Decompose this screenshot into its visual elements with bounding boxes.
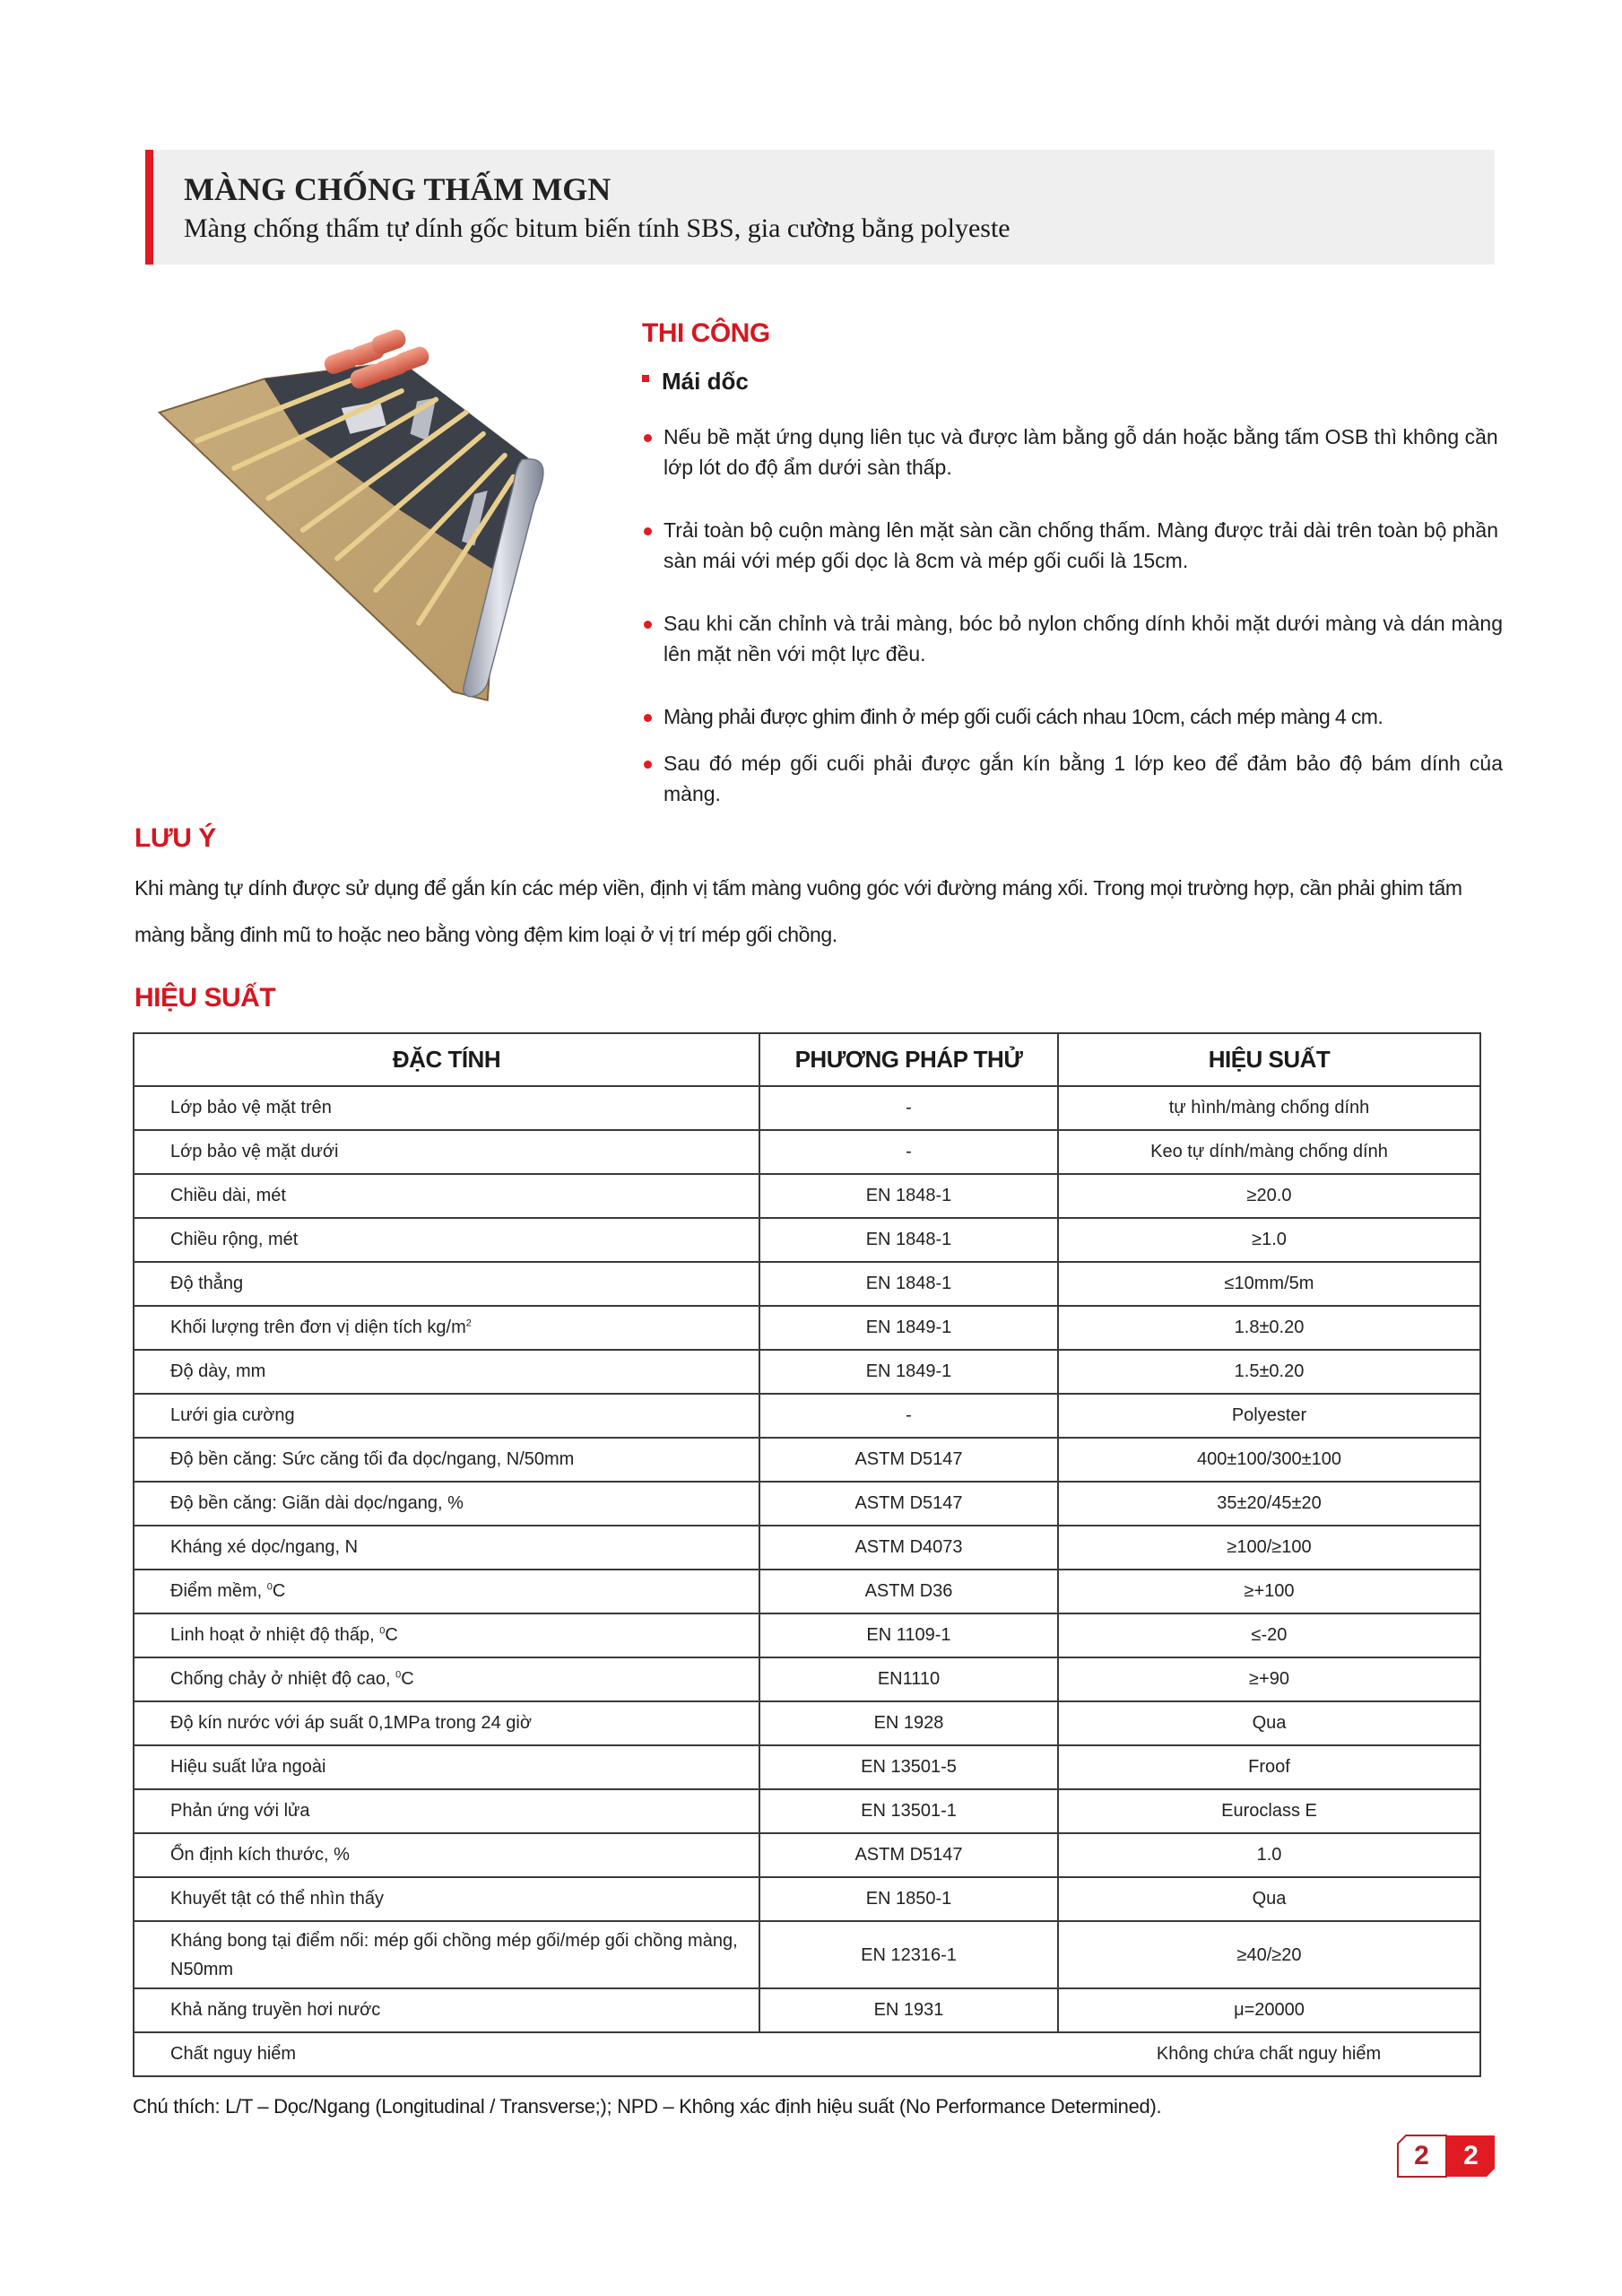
table-row (134, 1877, 1480, 1921)
cell-property: Kháng bong tại điểm nối: mép gối chồng mép gối/mép gối chồng màng, N50mm (134, 1921, 759, 1988)
bullet-item: Sau khi căn chỉnh và trải màng, bóc bỏ nylon chống dính khỏi mặt dưới màng và dán màng lên mặt nền với một lực đều. (642, 608, 1503, 669)
cell-property: Ổn định kích thước, % (134, 1833, 759, 1877)
document-title: MÀNG CHỐNG THẤM MGN (184, 171, 612, 207)
performance-table (133, 1032, 1481, 2077)
cell-value: Qua (1058, 1701, 1480, 1745)
cell-method: ASTM D5147 (759, 1482, 1058, 1526)
cell-method: EN 13501-5 (759, 1745, 1058, 1789)
cell-property: Hiệu suất lửa ngoài (134, 1745, 759, 1789)
table-row (134, 1921, 1480, 1988)
cell-value: μ=20000 (1058, 1988, 1480, 2032)
cell-property: Chất nguy hiểm (134, 2032, 759, 2076)
table-row (134, 1526, 1480, 1570)
page-number-left: 2 (1414, 2141, 1429, 2170)
cell-value: Polyester (1058, 1394, 1480, 1438)
cell-method: EN 1848-1 (759, 1218, 1058, 1262)
table-row (134, 1218, 1480, 1262)
cell-value: Không chứa chất nguy hiểm (1058, 2032, 1480, 2076)
table-row (134, 1657, 1480, 1701)
bullet-item: Màng phải được ghim đinh ở mép gối cuối cách nhau 10cm, cách mép màng 4 cm. (642, 701, 1503, 732)
cell-property: Chiều rộng, mét (134, 1218, 759, 1262)
cell-value: ≥40/≥20 (1058, 1921, 1480, 1988)
cell-property: Độ bền căng: Sức căng tối đa dọc/ngang, N/50mm (134, 1438, 759, 1482)
cell-method: EN 1848-1 (759, 1262, 1058, 1306)
performance-heading: HIỆU SUẤT (134, 983, 276, 1013)
cell-method: EN 13501-1 (759, 1789, 1058, 1833)
roof-membrane-illustration (143, 305, 574, 718)
subheading-text: Mái dốc (662, 368, 749, 395)
bullet-item: Nếu bề mặt ứng dụng liên tục và được làm bằng gỗ dán hoặc bằng tấm OSB thì không cần lớp lót do độ ẩm dưới sàn thấp. (642, 422, 1503, 483)
cell-value: Qua (1058, 1877, 1480, 1921)
cell-value: ≥+90 (1058, 1657, 1480, 1701)
cell-property: Khối lượng trên đơn vị diện tích $kg/m^2$ (134, 1306, 759, 1350)
cell-value: 1.0 (1058, 1833, 1480, 1877)
table-row (134, 1350, 1480, 1394)
cell-value: 1.8±0.20 (1058, 1306, 1480, 1350)
cell-property: Độ thẳng (134, 1262, 759, 1306)
bullet-dot-icon (644, 761, 652, 769)
table-row (134, 1394, 1480, 1438)
cell-property: Lớp bảo vệ mặt trên (134, 1086, 759, 1130)
cell-method: EN 1109-1 (759, 1613, 1058, 1657)
cell-property: Lưới gia cường (134, 1394, 759, 1438)
cell-value: ≤10mm/5m (1058, 1262, 1480, 1306)
cell-method: EN 1850-1 (759, 1877, 1058, 1921)
cell-property: Kháng xé dọc/ngang, N (134, 1526, 759, 1570)
cell-property: Lớp bảo vệ mặt dưới (134, 1130, 759, 1174)
table-row (134, 2032, 1480, 2076)
cell-property: Khả năng truyền hơi nước (134, 1988, 759, 2032)
table-row (134, 1570, 1480, 1613)
table-row (134, 1613, 1480, 1657)
installation-heading: THI CÔNG (642, 318, 770, 348)
bullet-dot-icon (644, 434, 652, 442)
cell-method: EN 12316-1 (759, 1921, 1058, 1988)
column-header-method: PHƯƠNG PHÁP THỬ (759, 1033, 1058, 1086)
bullet-item: Sau đó mép gối cuối phải được gắn kín bằng 1 lớp keo để đảm bảo độ bám dính của màng. (642, 748, 1503, 809)
cell-method: ASTM D36 (759, 1570, 1058, 1613)
document-subtitle: Màng chống thấm tự dính gốc bitum biến tính SBS, gia cường bằng polyeste (184, 213, 1010, 243)
cell-value: ≤-20 (1058, 1613, 1480, 1657)
table-row (134, 1988, 1480, 2032)
table-row (134, 1174, 1480, 1218)
cell-value: Keo tự dính/màng chống dính (1058, 1130, 1480, 1174)
cell-method: - (759, 1394, 1058, 1438)
cell-value: Froof (1058, 1745, 1480, 1789)
cell-property: Chống chảy ở nhiệt độ cao, $^0$C (134, 1657, 759, 1701)
bullet-dot-icon (644, 527, 652, 535)
page-number-right: 2 (1463, 2141, 1479, 2170)
table-row (134, 1701, 1480, 1745)
cell-method: EN 1931 (759, 1988, 1058, 2032)
cell-method: EN 1849-1 (759, 1350, 1058, 1394)
cell-method: EN 1928 (759, 1701, 1058, 1745)
note-text: Khi màng tự dính được sử dụng để gắn kín các mép viền, định vị tấm màng vuông góc với đường máng xối. Trong mọi trường hợp, cần phải ghim tấm màng bằng đinh mũ to hoặc neo bằng vòng đệm kim loại ở vị trí mép gối chồng. (134, 876, 1462, 946)
cell-property: Phản ứng với lửa (134, 1789, 759, 1833)
cell-value: Euroclass E (1058, 1789, 1480, 1833)
cell-property: Độ dày, mm (134, 1350, 759, 1394)
column-header-property: ĐẶC TÍNH (134, 1033, 759, 1086)
cell-method: EN 1849-1 (759, 1306, 1058, 1350)
cell-value: 35±20/45±20 (1058, 1482, 1480, 1526)
table-row (134, 1745, 1480, 1789)
cell-property: Linh hoạt ở nhiệt độ thấp, $^0$C (134, 1613, 759, 1657)
installation-subheading (642, 368, 749, 396)
cell-property: Điểm mềm, $^0$C (134, 1570, 759, 1613)
table-row (134, 1833, 1480, 1877)
table-row (134, 1438, 1480, 1482)
cell-value: 400±100/300±100 (1058, 1438, 1480, 1482)
cell-method: ASTM D4073 (759, 1526, 1058, 1570)
cell-value: tự hình/màng chống dính (1058, 1086, 1480, 1130)
table-body (134, 1086, 1480, 2076)
cell-method: EN1110 (759, 1657, 1058, 1701)
cell-method: EN 1848-1 (759, 1174, 1058, 1218)
cell-value: ≥+100 (1058, 1570, 1480, 1613)
column-header-value: HIỆU SUẤT (1058, 1033, 1480, 1086)
table-row (134, 1086, 1480, 1130)
cell-method: ASTM D5147 (759, 1438, 1058, 1482)
cell-method: - (759, 1086, 1058, 1130)
table-row (134, 1789, 1480, 1833)
table-header-row (134, 1033, 1480, 1086)
cell-method (759, 2032, 1058, 2076)
cell-value: 1.5±0.20 (1058, 1350, 1480, 1394)
square-bullet-icon (642, 375, 649, 382)
table-row (134, 1482, 1480, 1526)
cell-property: Chiều dài, mét (134, 1174, 759, 1218)
cell-property: Độ kín nước với áp suất 0,1MPa trong 24 giờ (134, 1701, 759, 1745)
cell-value: ≥20.0 (1058, 1174, 1480, 1218)
table-footnote: Chú thích: L/T – Dọc/Ngang (Longitudinal / Transverse;); NPD – Không xác định hiệu suất (No Performance Determined). (133, 2095, 1162, 2118)
table-row (134, 1306, 1480, 1350)
cell-value: ≥100/≥100 (1058, 1526, 1480, 1570)
table-row (134, 1262, 1480, 1306)
page-number-badge (1397, 2135, 1496, 2178)
cell-method: ASTM D5147 (759, 1833, 1058, 1877)
cell-method: - (759, 1130, 1058, 1174)
bullet-item: Trải toàn bộ cuộn màng lên mặt sàn cần chống thấm. Màng được trải dài trên toàn bộ phần sàn mái với mép gối dọc là 8cm và mép gối cuối là 15cm. (642, 515, 1503, 576)
bullet-dot-icon (644, 621, 652, 629)
table-row (134, 1130, 1480, 1174)
cell-property: Khuyết tật có thể nhìn thấy (134, 1877, 759, 1921)
title-band (145, 150, 1495, 265)
note-heading: LƯU Ý (134, 823, 216, 853)
bullet-dot-icon (644, 714, 652, 722)
cell-property: Độ bền căng: Giãn dài dọc/ngang, % (134, 1482, 759, 1526)
cell-value: ≥1.0 (1058, 1218, 1480, 1262)
